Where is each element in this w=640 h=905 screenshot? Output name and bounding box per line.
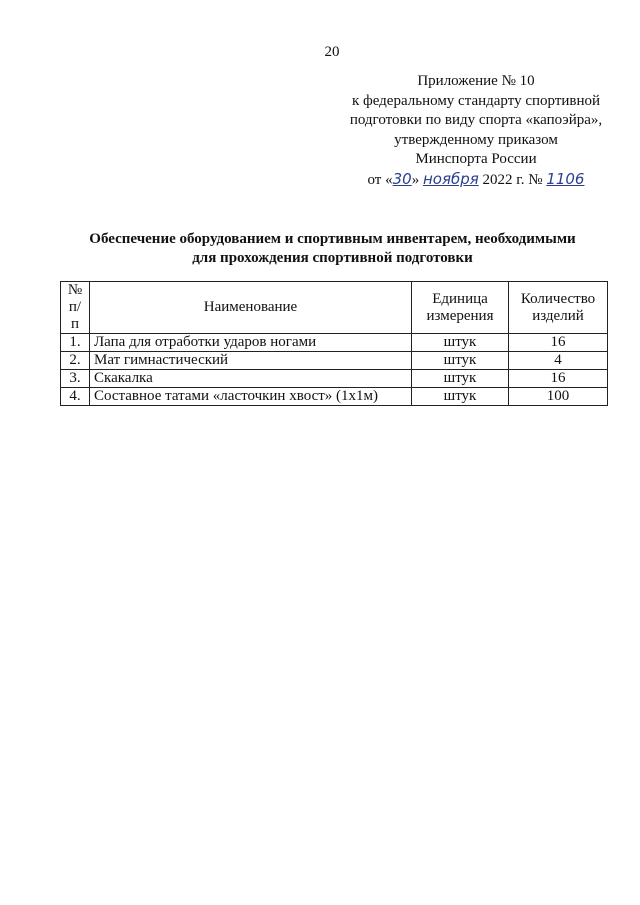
row-unit: штук: [412, 388, 509, 406]
row-num: 2.: [61, 352, 90, 370]
row-qty: 4: [509, 352, 608, 370]
title-line-2: для прохождения спортивной подготовки: [192, 250, 473, 266]
row-name: Лапа для отработки ударов ногами: [90, 334, 412, 352]
date-year: 2022 г. №: [482, 171, 543, 188]
document-title: [60, 230, 605, 268]
appendix-line: Минспорта России: [415, 151, 537, 167]
row-name: Составное татами «ласточкин хвост» (1х1м): [90, 388, 412, 406]
table-row: [61, 388, 608, 406]
date-mid: »: [411, 171, 420, 188]
date-prefix: от «: [367, 171, 393, 188]
appendix-line: к федеральному стандарту спортивной: [351, 92, 601, 109]
appendix-header: [330, 72, 622, 190]
order-date-line: [330, 170, 622, 191]
row-num: 4.: [61, 388, 90, 406]
table-row: [61, 370, 608, 388]
handwritten-day: 30: [392, 169, 412, 188]
header-num: № п/п: [61, 282, 90, 334]
appendix-line: Приложение № 10: [417, 73, 535, 89]
row-name: Мат гимнастический: [90, 352, 412, 370]
row-unit: штук: [412, 334, 509, 352]
header-qty: Количество изделий: [509, 282, 608, 334]
table-header-row: [61, 282, 608, 334]
handwritten-month: ноября: [422, 169, 479, 188]
appendix-line: утвержденному приказом: [394, 131, 558, 148]
header-unit: Единица измерения: [412, 282, 509, 334]
header-name: Наименование: [90, 282, 412, 334]
handwritten-order-number: 1106: [546, 169, 585, 188]
appendix-line: подготовки по виду спорта «капоэйра»,: [349, 112, 603, 128]
title-line-1: Обеспечение оборудованием и спортивным инвентарем, необходимыми: [89, 231, 576, 247]
row-qty: 16: [509, 334, 608, 352]
table-row: [61, 334, 608, 352]
row-num: 3.: [61, 370, 90, 388]
row-unit: штук: [412, 370, 509, 388]
page-number: 20: [324, 44, 340, 60]
row-name: Скакалка: [90, 370, 412, 388]
equipment-table: [60, 281, 608, 406]
row-qty: 100: [509, 388, 608, 406]
table-row: [61, 352, 608, 370]
row-num: 1.: [61, 334, 90, 352]
row-unit: штук: [412, 352, 509, 370]
row-qty: 16: [509, 370, 608, 388]
